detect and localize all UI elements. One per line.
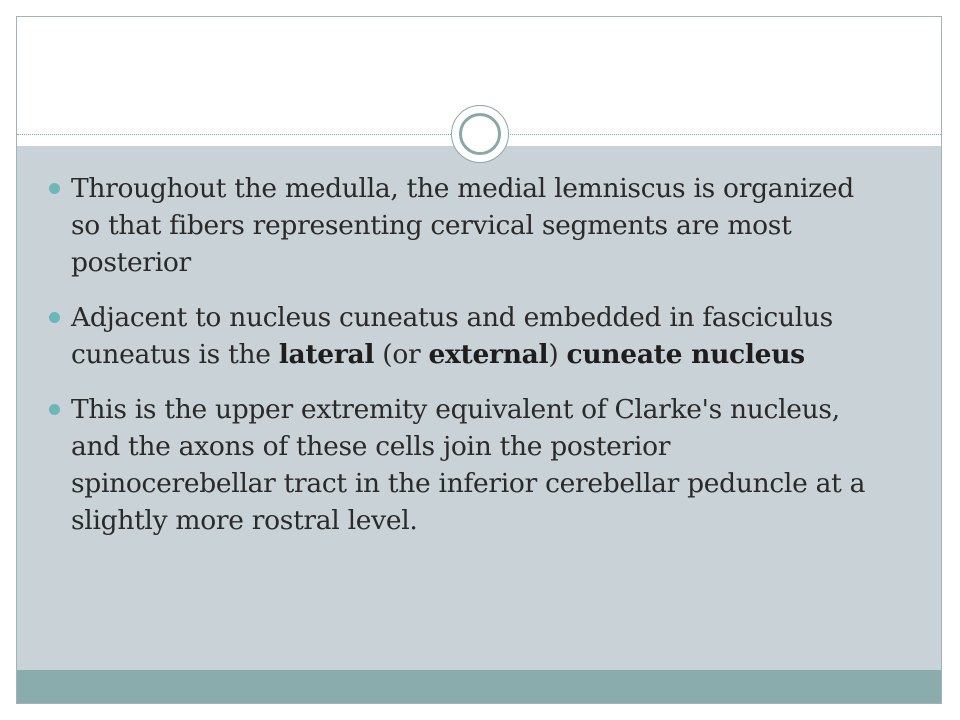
text-segment: Throughout the medulla, the medial lemniscus is organized so that fibers representing cervical segments are most posterior <box>71 173 854 278</box>
bullet-text-1 <box>71 170 866 281</box>
bullet-item-1 <box>46 170 866 281</box>
bullet-dot-icon <box>49 183 60 194</box>
bullet-item-3 <box>46 391 866 539</box>
text-segment: ) <box>548 339 567 370</box>
bold-term-cuneate-nucleus: cuneate nucleus <box>566 339 805 370</box>
text-segment: (or <box>374 339 429 370</box>
bullet-text-3 <box>71 391 866 539</box>
bullet-dot-icon <box>49 312 60 323</box>
bold-term-lateral: lateral <box>278 339 375 370</box>
bullet-item-2 <box>46 299 866 373</box>
bullet-list <box>46 170 866 557</box>
circle-ornament-icon <box>451 105 509 163</box>
text-segment: This is the upper extremity equivalent of Clarke's nucleus, and the axons of these cells join the posterior spinocerebellar tract in the inferior cerebellar peduncle at a slightly more rostral level. <box>71 394 866 536</box>
text-segment: Adjacent to nucleus cuneatus and embedded in fasciculus cuneatus is the <box>71 302 833 370</box>
circle-ornament-inner <box>459 113 501 155</box>
footer-band <box>17 670 941 703</box>
bullet-dot-icon <box>49 404 60 415</box>
bullet-text-2 <box>71 299 866 373</box>
bold-term-external: external <box>428 339 549 370</box>
